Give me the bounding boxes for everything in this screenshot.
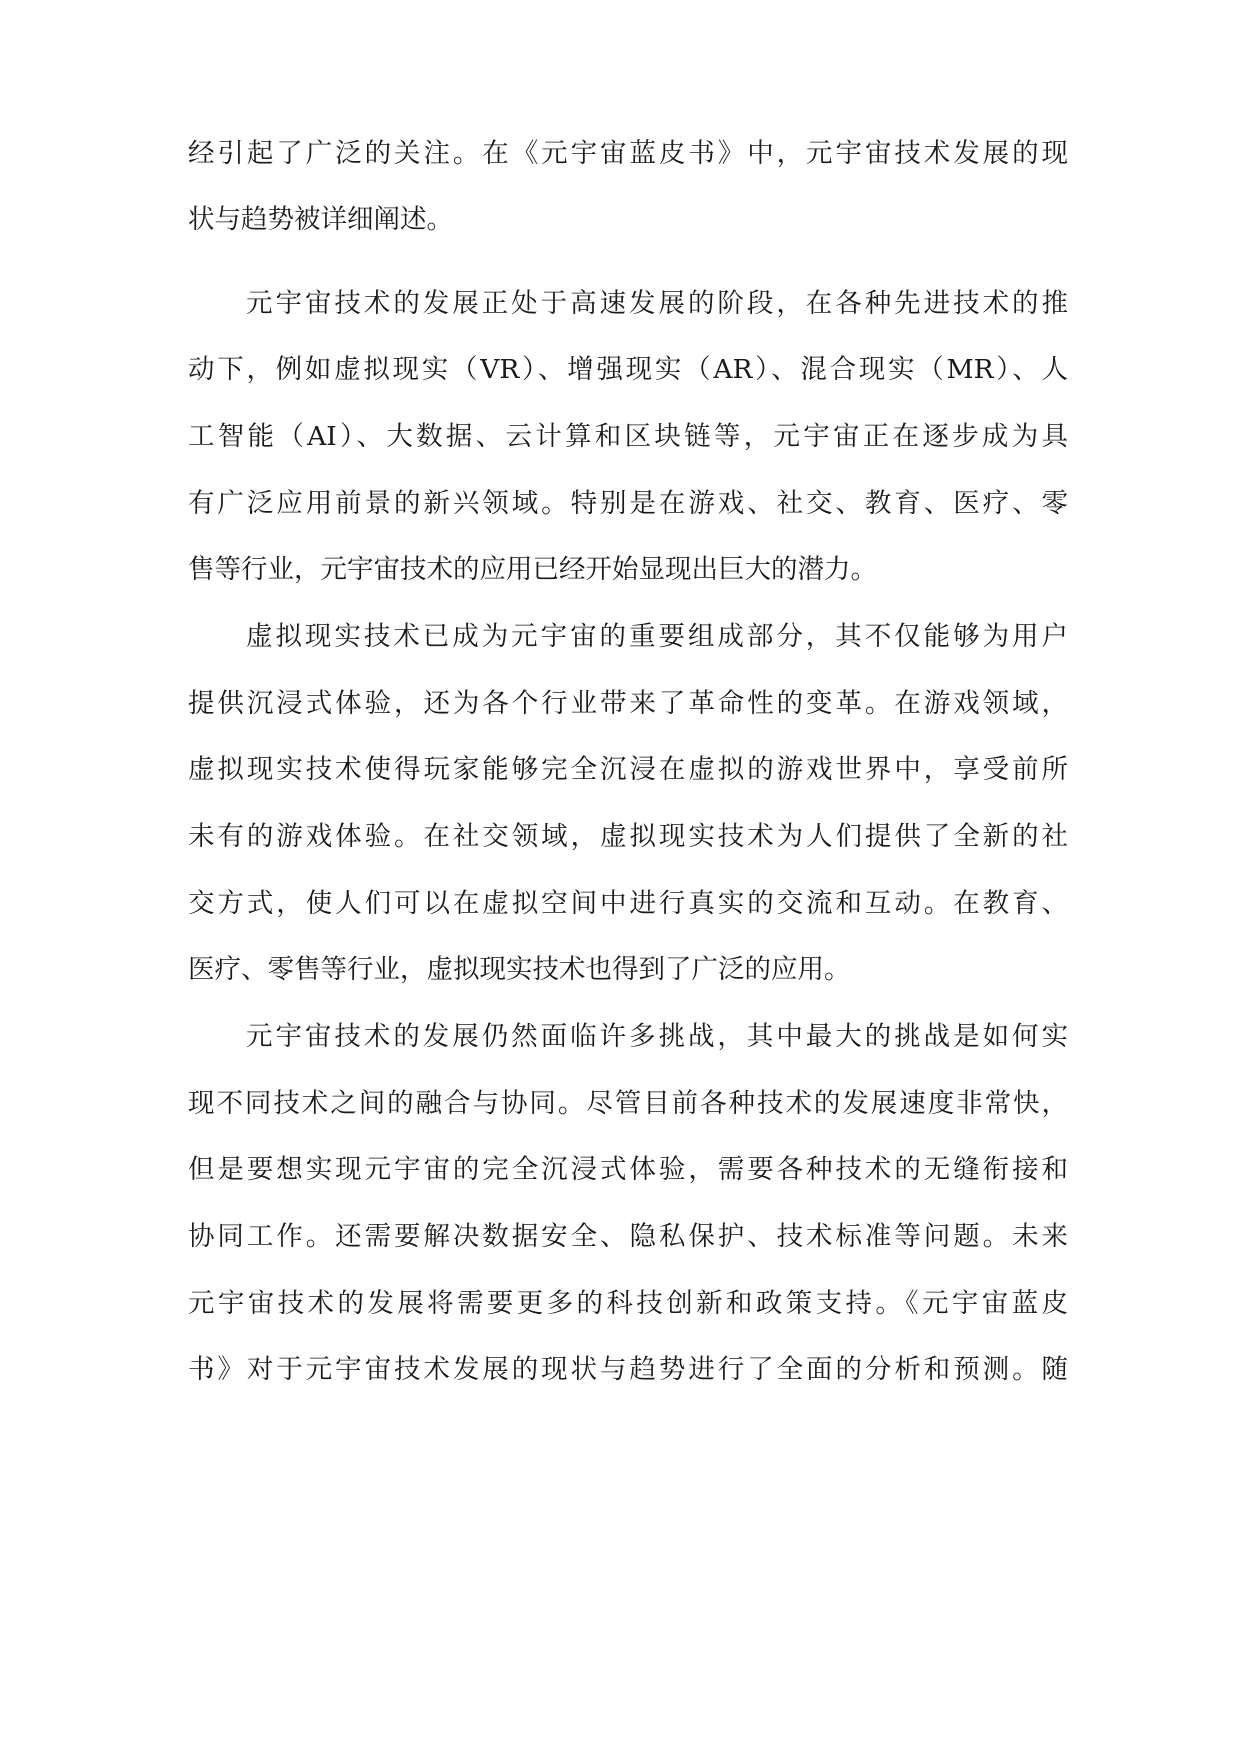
text-line: 元宇宙技术的发展将需要更多的科技创新和政策支持。《元宇宙蓝皮 (188, 1288, 1068, 1319)
text-line: 现不同技术之间的融合与协同。尽管目前各种技术的发展速度非常快， (188, 1088, 1068, 1119)
text-line: 未有的游戏体验。在社交领域，虚拟现实技术为人们提供了全新的社 (188, 821, 1068, 852)
text-line: 有广泛应用前景的新兴领域。特别是在游戏、社交、教育、医疗、零 (188, 488, 1068, 519)
text-line: 提供沉浸式体验，还为各个行业带来了革命性的变革。在游戏领域， (188, 688, 1068, 719)
text-line: 交方式，使人们可以在虚拟空间中进行真实的交流和互动。在教育、 (188, 888, 1068, 919)
paragraph-first-line: 元宇宙技术的发展仍然面临许多挑战，其中最大的挑战是如何实 (246, 1021, 1068, 1052)
paragraph-first-line: 虚拟现实技术已成为元宇宙的重要组成部分，其不仅能够为用户 (246, 621, 1068, 652)
text-line: 经引起了广泛的关注。在《元宇宙蓝皮书》中，元宇宙技术发展的现 (188, 138, 1068, 169)
text-line: 医疗、零售等行业，虚拟现实技术也得到了广泛的应用。 (188, 954, 851, 985)
text-line: 书》对于元宇宙技术发展的现状与趋势进行了全面的分析和预测。随 (188, 1354, 1068, 1385)
text-line: 售等行业，元宇宙技术的应用已经开始显现出巨大的潜力。 (188, 554, 877, 585)
text-line: 状与趋势被详细阐述。 (188, 204, 453, 235)
text-line: 但是要想实现元宇宙的完全沉浸式体验，需要各种技术的无缝衔接和 (188, 1154, 1068, 1185)
text-line: 协同工作。还需要解决数据安全、隐私保护、技术标准等问题。未来 (188, 1221, 1068, 1252)
paragraph-first-line: 元宇宙技术的发展正处于高速发展的阶段，在各种先进技术的推 (246, 288, 1068, 319)
text-line: 工智能（AI）、大数据、云计算和区块链等，元宇宙正在逐步成为具 (188, 421, 1068, 452)
text-line: 动下，例如虚拟现实（VR）、增强现实（AR）、混合现实（MR）、人 (188, 354, 1068, 385)
text-line: 虚拟现实技术使得玩家能够完全沉浸在虚拟的游戏世界中，享受前所 (188, 754, 1068, 785)
